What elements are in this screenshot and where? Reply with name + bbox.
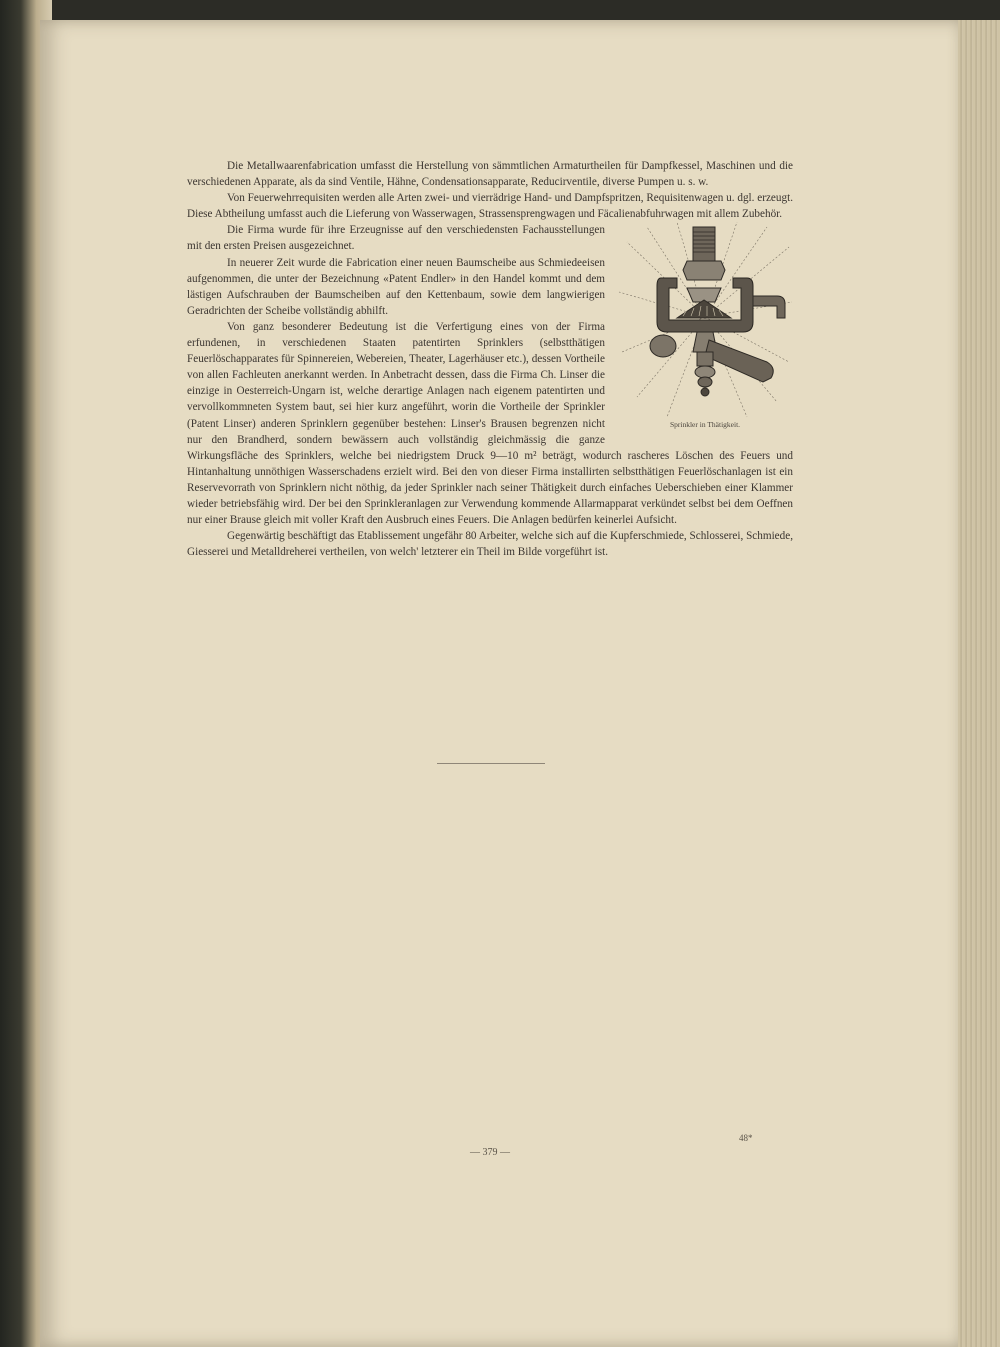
scan-top-margin bbox=[40, 0, 1000, 20]
paragraph-sprinkler: Von ganz besonderer Bedeutung ist die Verfertigung eines von der Firma erfundenen, in verschiedenen Staaten patentirten Sprinklers (selbstthätigen Feuerlöschapparates für Spinnereien, Webereien, Theater, Lagerhäuser etc.), dessen Vortheile von allen Fachleuten anerkannt werden. In Anbetracht dessen, dass die Firma Ch. Linser die einzige in Oesterreich-Ungarn ist, welche derartige Anlagen nach eigenem patentirten und vervollkommneten System baut, sei hier kurz angeführt, worin die Vortheile der Sprinkler (Patent Linser) anderen Sprinklern gegenüber bestehen: Linser's Brausen begrenzen nicht nur den Brandherd, sondern bewässern auch vollständig gleichmässig die ganze Wirkungsfläche des Sprinklers, welche bei niedrigstem Druck 9—10 m² beträgt, wodurch rascheres Löschen des Feuers und Hintanhaltung unnöthigen Wasserschadens erzielt wird. Bei den von dieser Firma installirten selbstthätigen Feuerlöschanlagen ist ein Reservevorrath von Sprinklern nicht nöthig, da jeder Sprinkler nach seiner Thätigkeit durch einfaches Ueberschieben einer Klammer wieder betriebsfähig wird. Der bei den Sprinkleranlagen zur Verwendung kommende Allarmapparat verkündet selbst bei dem Oeffnen nur einer Brause gleich mit voller Kraft den Ausbruch eines Feuers. Die Anlagen bedürfen keinerlei Aufsicht. bbox=[187, 320, 793, 527]
signature-mark: 48* bbox=[739, 1133, 753, 1143]
sprinkler-figure bbox=[617, 222, 793, 437]
section-divider bbox=[437, 763, 545, 764]
paragraph-tree-disc: In neuerer Zeit wurde die Fabrication einer neuen Baumscheibe aus Schmiedeeisen aufgenommen, die unter der Bezeichnung «Patent Endler» in den Handel kommt und dem lästigen Aufschrauben der Baumscheiben auf den Kettenbaum, sowie dem langwierigen Geradrichten der Scheibe vollständig abhilft. bbox=[187, 256, 605, 317]
paragraph-awards: Die Firma wurde für ihre Erzeugnisse auf den verschiedensten Fachausstellungen mit den ersten Preisen ausgezeichnet. bbox=[187, 224, 605, 253]
page-number: — 379 — bbox=[470, 1147, 510, 1158]
paragraph-metalware: Die Metallwaarenfabrication umfasst die Herstellung von sämmtlichen Armaturtheilen für Dampfkessel, Maschinen und die verschiedenen Apparate, als da sind Ventile, Hähne, Condensationsapparate, Reducirventile, diverse Pumpen u. s. w. bbox=[187, 160, 793, 189]
body-text bbox=[187, 158, 793, 560]
paragraph-workforce: Gegenwärtig beschäftigt das Etablissement ungefähr 80 Arbeiter, welche sich auf die Kupferschmiede, Schlosserei, Schmiede, Giesserei und Metalldreherei vertheilen, von welch' letzterer ein Theil im Bilde vorgeführt ist. bbox=[187, 530, 793, 559]
page-stack-edges bbox=[958, 20, 1000, 1347]
paragraph-fire-equipment: Von Feuerwehrrequisiten werden alle Arten zwei- und vierrädrige Hand- und Dampfspritzen, Requisitenwagen u. dgl. erzeugt. Diese Abtheilung umfasst auch die Lieferung von Wasserwagen, Strassensprengwagen und Fäcalienabfuhrwagen mit allem Zubehör. bbox=[187, 192, 793, 221]
figure-caption: Sprinkler in Thätigkeit. bbox=[669, 420, 741, 430]
sprinkler-illustration-icon bbox=[617, 222, 793, 422]
